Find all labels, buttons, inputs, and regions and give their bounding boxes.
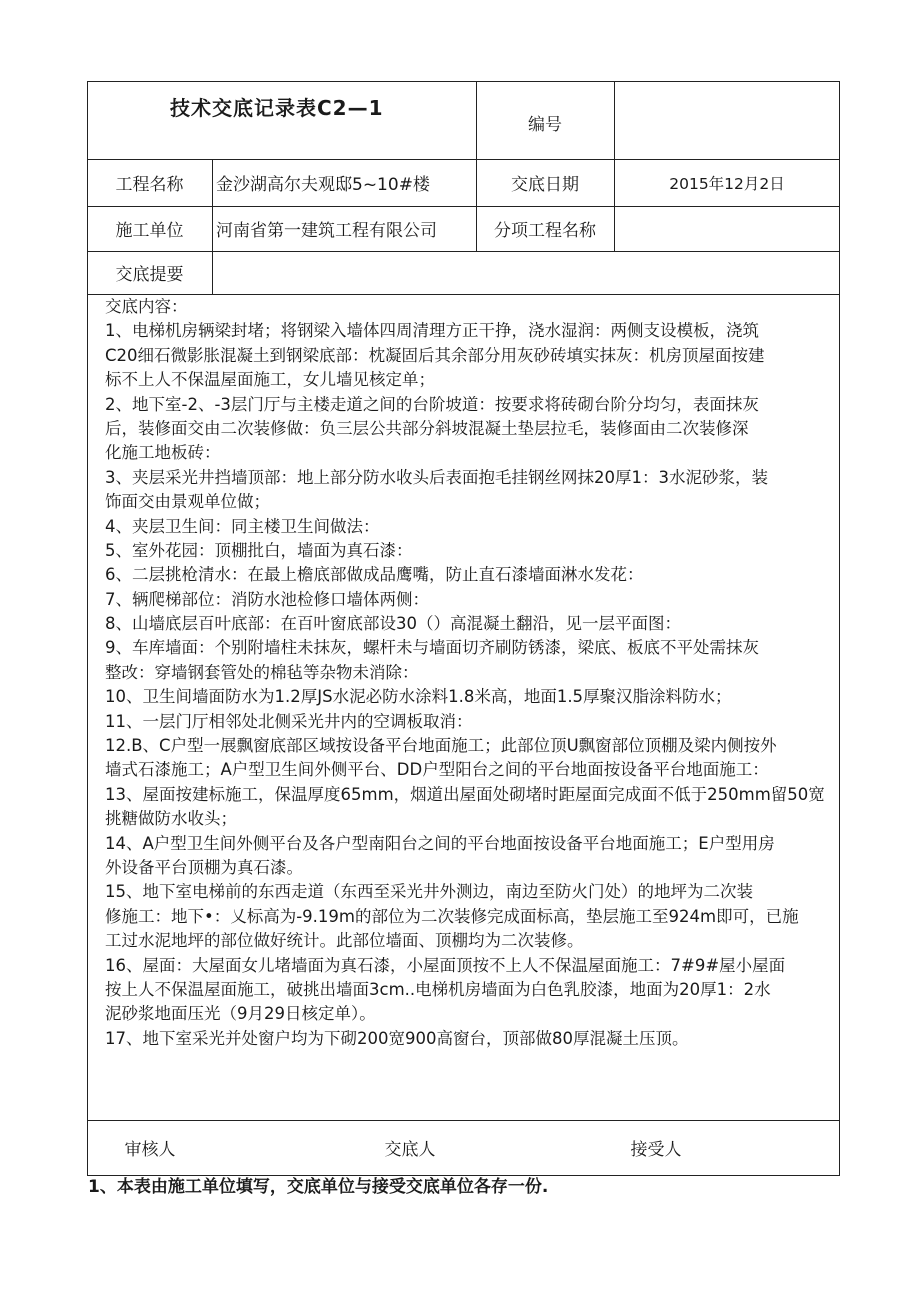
disclosure-content [105, 295, 825, 1051]
column-divider [212, 159, 213, 294]
content-line: 9、车库墙面：个别附墙柱未抹灰，螺杆未与墙面切齐刷防锈漆，梁底、板底不平处需抹灰 [105, 638, 759, 658]
reviewer-label: 审核人 [124, 1140, 176, 1160]
content-line: 6、二层挑枪清水：在最上檐底部做成品鹰嘴，防止直石漆墙面淋水发花： [105, 565, 644, 585]
summary-value[interactable] [216, 251, 836, 294]
content-line: 饰面交由景观单位做； [105, 492, 270, 512]
content-line: 工过水泥地坪的部位做好统计。此部位墙面、顶棚均为二次装修。 [105, 931, 584, 951]
content-line: 外设备平台顶棚为真石漆。 [105, 857, 303, 877]
content-line: 11、一层门厅相邻处北侧采光井内的空调板取消： [105, 711, 473, 731]
content-line: 17、地下室采光并处窗户均为下砌200宽900高窗台，顶部做80厚混凝土压顶。 [105, 1028, 689, 1048]
content-line: 按上人不保温屋面施工，破挑出墙面3cm..电梯机房墙面为白色乳胶漆，地面为20厚1：2水 [105, 979, 771, 999]
content-line: 14、A户型卫生间外侧平台及各户型南阳台之间的平台地面按设备平台地面施工；E户型用房 [105, 833, 775, 853]
content-line: 4、夹层卫生间：同主楼卫生间做法： [105, 516, 380, 536]
contractor-label: 施工单位 [115, 221, 184, 241]
number-value[interactable] [614, 81, 840, 159]
content-line: 13、屋面按建标施工，保温厚度65mm，烟道出屋面处砌堵时距屋面完成面不低于250mm留50宽 [105, 784, 825, 804]
sub-project-value[interactable] [614, 206, 840, 251]
content-line: 10、卫生间墙面防水为1.2厚JS水泥必防水涂料1.8米高，地面1.5厚聚汉脂涂料防水； [105, 687, 732, 707]
number-label: 编号 [528, 114, 562, 135]
discloser-label: 交底人 [384, 1140, 436, 1160]
project-name-label: 工程名称 [115, 175, 184, 195]
content-heading: 交底内容： [105, 297, 188, 316]
content-line: 16、屋面：大屋面女儿堵墙面为真石漆，小屋面顶按不上人不保温屋面施工：7#9#屋小屋面 [105, 955, 786, 975]
content-line: 12.B、C户型一展飘窗底部区域按设备平台地面施工；此部位顶U飘窗部位顶棚及梁内侧按外 [105, 736, 777, 756]
content-line: 修施工：地下•：乂标高为-9.19m的部位为二次装修完成面标高，垫层施工至924m即可，已施 [105, 906, 799, 926]
content-line: 泥砂浆地面压光（9月29日核定单）。 [105, 1004, 376, 1024]
date-value[interactable]: 2015年12月2日 [669, 174, 785, 193]
content-line: 2、地下室-2、-3层门厅与主楼走道之间的台阶坡道：按要求将砖砌台阶分均匀，表面抹灰 [105, 394, 759, 414]
sub-project-label: 分项工程名称 [494, 221, 596, 241]
footnote: 1、本表由施工单位填写，交底单位与接受交底单位各存一份. [88, 1177, 549, 1197]
date-label: 交底日期 [511, 175, 579, 195]
content-line: 标不上人不保温屋面施工，女儿墙见核定单； [105, 370, 435, 390]
contractor-value[interactable]: 河南省第一建筑工程有限公司 [216, 221, 437, 241]
content-line: 15、地下室电梯前的东西走道（东西至采光井外测边，南边至防火门处）的地坪为二次装 [105, 882, 753, 902]
content-line: 5、室外花园：顶棚批白，墙面为真石漆： [105, 540, 413, 560]
content-line: 整改：穿墙钢套管处的棉毡等杂物未消除： [105, 662, 419, 682]
form-title: 技术交底记录表C2—1 [170, 96, 384, 120]
content-line: 1、电梯机房辆梁封堵；将钢梁入墙体四周清理方正干挣，浇水湿润：两侧支设模板，浇筑 [105, 321, 759, 341]
content-line: 挑糖做防水收头； [105, 809, 237, 829]
content-line: 8、山墙底层百叶底部：在百叶窗底部设30（）高混凝土翻沿，见一层平面图： [105, 614, 681, 634]
project-name-value[interactable]: 金沙湖高尔夫观邸5~10#楼 [216, 175, 430, 195]
content-line: 后，装修面交由二次装修做：负三层公共部分斜坡混凝土垫层拉毛，装修面由二次装修深 [105, 418, 749, 438]
summary-label: 交底提要 [115, 265, 184, 285]
content-line: 化施工地板砖： [105, 443, 221, 463]
content-line: 7、辆爬梯部位：消防水池检修口墙体两侧： [105, 589, 429, 609]
receiver-label: 接受人 [630, 1140, 682, 1160]
content-line: 墙式石漆施工；A户型卫生间外侧平台、DD户型阳台之间的平台地面按设备平台地面施工： [105, 760, 769, 780]
content-line: 3、夹层采光井挡墙顶部：地上部分防水收头后表面抱毛挂钢丝网抹20厚1：3水泥砂浆，装 [105, 467, 768, 487]
content-line: C20细石微影胀混凝土到钢梁底部：枕凝固后其余部分用灰砂砖填实抹灰：机房顶屋面按建 [105, 345, 765, 365]
